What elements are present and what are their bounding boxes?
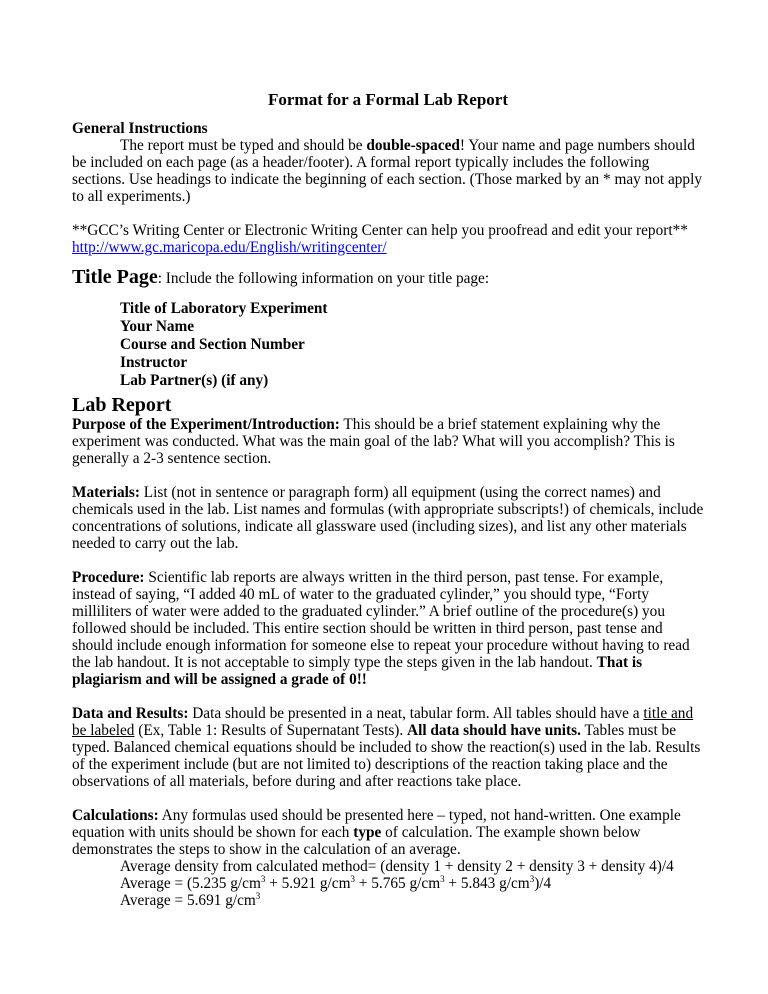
procedure-paragraph (72, 569, 704, 688)
text-run: Average = 5.691 g/cm (120, 892, 256, 909)
text-run: Tables must be typed. Balanced chemical equations should be included to show the reaction(s) used in the lab. Results of the experiment include (but are not limited to) descriptions of the reaction taking place and the observations of all materials, before during and after reactions take place. (72, 722, 701, 790)
document-title: Format for a Formal Lab Report (268, 90, 508, 109)
calc-line (72, 858, 704, 875)
bold-text: Materials: (72, 484, 140, 501)
calc-line (72, 892, 704, 909)
bold-text: type (353, 824, 382, 841)
superscript: 3 (529, 874, 535, 884)
list-item: Lab Partner(s) (if any) (120, 372, 269, 389)
text-run: Average = (5.235 g/cm (120, 875, 261, 892)
bold-text: That is plagiarism and will be assigned a grade of 0!! (72, 654, 643, 688)
writing-center-link[interactable]: http://www.gc.maricopa.edu/English/writingcenter/ (72, 239, 387, 256)
superscript: 3 (440, 874, 445, 884)
text-run: This should be a brief statement explaining why the experiment was conducted. What was the main goal of the lab? What will you accomplish? This is generally a 2-3 sentence section. (72, 416, 675, 467)
text-run: (Ex, Table 1: Results of Supernatant Tests). (134, 722, 408, 739)
general-instructions-section (72, 120, 704, 256)
text-run: of calculation. The example shown below demonstrates the steps to show in the calculation of an average. (72, 824, 641, 858)
list-item: Course and Section Number (120, 336, 305, 353)
superscript: 3 (255, 891, 261, 901)
superscript: 3 (350, 874, 355, 884)
text-run: )/4 (534, 875, 552, 892)
lab-report-heading: Lab Report (72, 394, 172, 416)
purpose-paragraph (72, 416, 704, 467)
text-run: Average density from calculated method= (density 1 + density 2 + density 3 + density 4)/4 (120, 858, 674, 875)
text-run: Scientific lab reports are always written in the third person, past tense. For example, instead of saying, “I added 40 mL of water to the graduated cylinder,” you should type, “Forty milliliters of water were added to the graduated cylinder.” A brief outline of the procedure(s) you followed should be included. This entire section should be written in third person, past tense and should include enough information for someone else to repeat your procedure without having to read the lab handout. It is not acceptable to simply type the steps given in the lab handout. (72, 569, 690, 671)
calc-line (72, 875, 704, 892)
bold-text: Calculations: (72, 807, 159, 824)
bold-text: Purpose of the Experiment/Introduction: (72, 416, 340, 433)
text-run: + 5.921 g/cm (265, 875, 351, 892)
title-page-list (72, 300, 704, 390)
lab-report-section (72, 394, 704, 909)
text-run: ! Your name and page numbers should be included on each page (as a header/footer). A formal report typically includes the following sections. Use headings to indicate the beginning of each section. (Those marked by an * may not apply to all experiments.) (72, 137, 702, 205)
bold-text: Procedure: (72, 569, 145, 586)
title-page-intro: : Include the following information on your title page: (157, 270, 490, 287)
text-run: + 5.843 g/cm (444, 875, 530, 892)
bold-text: double-spaced (366, 137, 460, 154)
text-run: Any formulas used should be presented here – typed, not hand-written. One example equation with units should be shown for each (72, 807, 681, 841)
text-run: List (not in sentence or paragraph form) all equipment (using the correct names) and chemicals used in the lab. List names and formulas (with appropriate subscripts!) of chemicals, include concentrations of solutions, indicate all glassware used (including sizes), and list any other materials needed to carry out the lab. (72, 484, 704, 552)
text-run: Data should be presented in a neat, tabular form. All tables should have a (188, 705, 644, 722)
title-page-heading: Title Page (72, 266, 158, 288)
materials-paragraph (72, 484, 704, 552)
bold-text: Data and Results: (72, 705, 189, 722)
underlined-text: title and be labeled (72, 705, 694, 739)
list-item: Instructor (120, 354, 188, 371)
general-instructions-heading: General Instructions (72, 120, 208, 137)
text-run: The report must be typed and should be (120, 137, 367, 154)
calculations-paragraph (72, 807, 704, 858)
writing-center-note: **GCC’s Writing Center or Electronic Writing Center can help you proofread and edit your report** (72, 222, 688, 239)
list-item: Title of Laboratory Experiment (120, 300, 328, 317)
data-results-paragraph (72, 705, 704, 790)
list-item: Your Name (120, 318, 195, 335)
text-run: + 5.765 g/cm (354, 875, 441, 892)
bold-text: All data should have units. (407, 722, 581, 739)
title-page-section (72, 266, 704, 390)
general-instructions-text (72, 137, 704, 205)
superscript: 3 (260, 874, 266, 884)
